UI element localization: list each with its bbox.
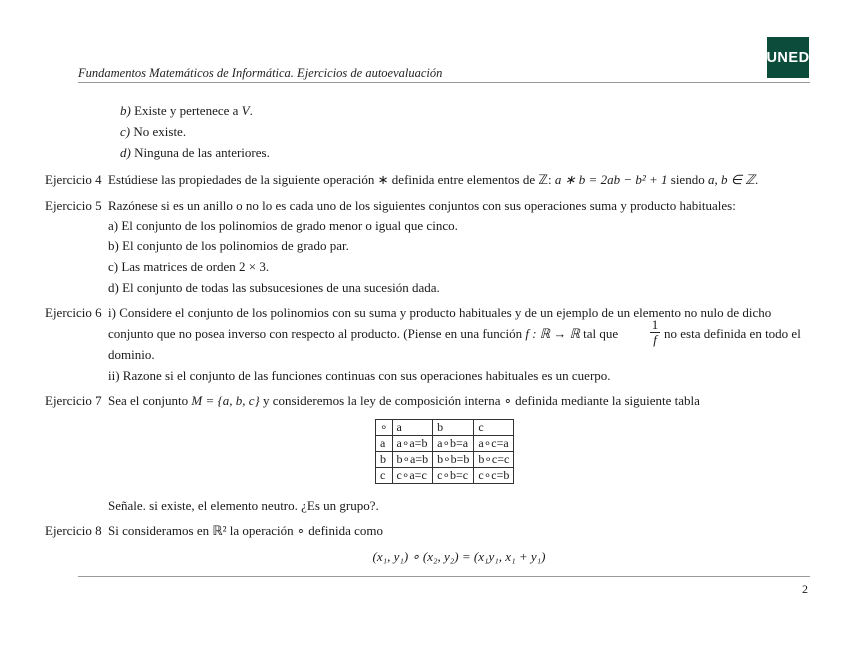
exercise-5-label: Ejercicio 5 bbox=[45, 198, 102, 213]
exercise-5-item-a: a) El conjunto de los polinomios de grado menor o igual que cinco. bbox=[108, 218, 458, 233]
exercise-6-label: Ejercicio 6 bbox=[45, 305, 102, 320]
table-cell: b∘c=c bbox=[474, 452, 514, 468]
exercise-5-item-b: b) El conjunto de los polinomios de grado par. bbox=[108, 238, 349, 253]
exercise-4-text: Estúdiese las propiedades de la siguiente operación ∗ definida entre elementos de ℤ: a ∗ b = 2ab − b² + 1 siendo a, b ∈ ℤ. bbox=[108, 172, 759, 187]
table-cell: b bbox=[376, 452, 393, 468]
document-header-title: Fundamentos Matemáticos de Informática. Ejercicios de autoevaluación bbox=[78, 66, 443, 80]
table-row bbox=[376, 420, 514, 436]
table-cell: a bbox=[392, 420, 433, 436]
exercise-6-line-2: conjunto que no posea inverso con respecto al producto. (Piense en una función f : ℝ → ℝ tal que bbox=[108, 326, 619, 341]
table-cell: c bbox=[474, 420, 514, 436]
table-cell: b∘a=b bbox=[392, 452, 433, 468]
table-cell: a∘c=a bbox=[474, 436, 514, 452]
exercise-6-line-3: dominio. bbox=[108, 347, 155, 362]
exercise-4-label: Ejercicio 4 bbox=[45, 172, 102, 187]
fraction-one-over-f: $\frac{1}{f}$ bbox=[651, 317, 659, 347]
exercise-5-item-c: c) Las matrices de orden 2 × 3. bbox=[108, 259, 270, 274]
header-rule bbox=[78, 82, 810, 83]
exercise-5-item-d: d) El conjunto de todas las subsucesiones de una sucesión dada. bbox=[108, 280, 440, 295]
exercise-6-line-1: i) Considere el conjunto de los polinomios con su suma y producto habituales y de un ejemplo de un elemento no nulo de dicho bbox=[108, 305, 772, 320]
table-cell: b bbox=[433, 420, 474, 436]
table-cell: ∘ bbox=[376, 420, 393, 436]
table-row bbox=[376, 452, 514, 468]
exercise-7-text: Sea el conjunto M = {a, b, c} y consideremos la ley de composición interna ∘ definida mediante la siguiente tabla bbox=[108, 393, 700, 408]
exercise-6-line-2-tail: no esta definida en todo el bbox=[664, 326, 801, 341]
table-cell: c bbox=[376, 468, 393, 484]
table-cell: b∘b=b bbox=[433, 452, 474, 468]
exercise-5-text: Razónese si es un anillo o no lo es cada uno de los siguientes conjuntos con sus operaciones suma y producto habituales: bbox=[108, 198, 736, 213]
option-d: d) Ninguna de las anteriores. bbox=[120, 145, 270, 160]
table-cell: a bbox=[376, 436, 393, 452]
exercise-7-question: Señale. si existe, el elemento neutro. ¿Es un grupo?. bbox=[108, 498, 379, 513]
table-row bbox=[376, 436, 514, 452]
uned-logo: UNED bbox=[767, 37, 809, 78]
table-cell: a∘a=b bbox=[392, 436, 433, 452]
option-b: b) Existe y pertenece a V. bbox=[120, 103, 253, 118]
exercise-8-formula: (x₁, y₁) ∘ (x₂, y₂) = (x₁y₁, x₁ + y₁) bbox=[372, 549, 546, 564]
table-cell: c∘c=b bbox=[474, 468, 514, 484]
exercise-6-line-4: ii) Razone si el conjunto de las funciones continuas con sus operaciones habituales es un cuerpo. bbox=[108, 368, 611, 383]
option-c: c) No existe. bbox=[120, 124, 187, 139]
table-cell: a∘b=a bbox=[433, 436, 474, 452]
table-row bbox=[376, 468, 514, 484]
page-number: 2 bbox=[802, 582, 808, 596]
table-cell: c∘b=c bbox=[433, 468, 474, 484]
exercise-8-label: Ejercicio 8 bbox=[45, 523, 102, 538]
exercise-7-label: Ejercicio 7 bbox=[45, 393, 102, 408]
composition-table bbox=[375, 419, 514, 484]
footer-rule bbox=[78, 576, 810, 577]
exercise-8-text: Si consideramos en ℝ² la operación ∘ definida como bbox=[108, 523, 384, 538]
table-cell: c∘a=c bbox=[392, 468, 433, 484]
